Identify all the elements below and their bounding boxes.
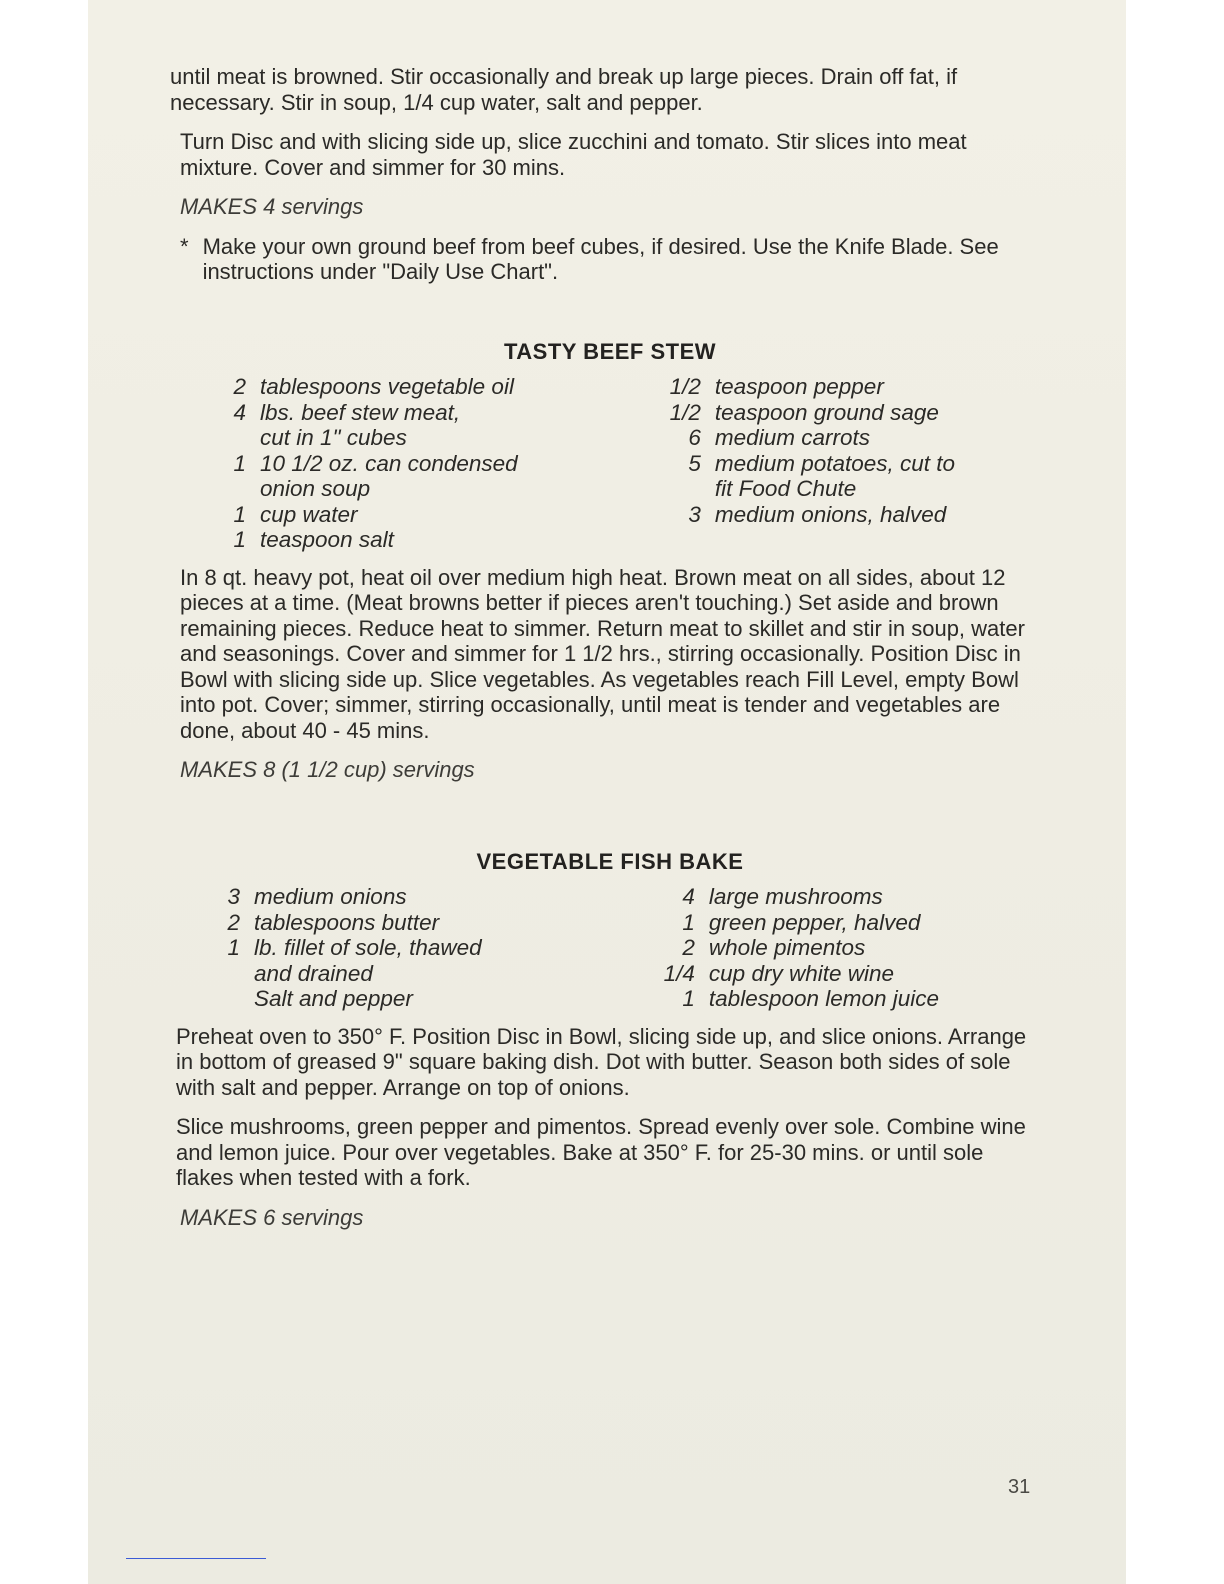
link-underline <box>126 1558 266 1559</box>
fish-bake-ingredients-left <box>176 884 645 1012</box>
ingredient-line <box>176 425 645 451</box>
ingredient-item: lb. fillet of sole, thawed <box>254 935 482 960</box>
ingredient-line <box>645 425 1044 451</box>
ingredient-item: onion soup <box>260 476 371 501</box>
page-number: 31 <box>1008 1476 1031 1498</box>
ingredient-line <box>645 400 1044 426</box>
ingredient-quantity: 1 <box>682 986 695 1011</box>
ingredient-item: medium onions <box>254 884 407 909</box>
ingredient-line <box>176 502 645 528</box>
ingredient-quantity: 1 <box>233 501 246 527</box>
ingredient-quantity: 5 <box>688 450 701 476</box>
ingredient-quantity: 4 <box>682 884 695 909</box>
ingredient-quantity: 3 <box>227 884 240 909</box>
ingredient-item: teaspoon ground sage <box>714 399 939 425</box>
ingredient-item: lbs. beef stew meat, <box>260 399 461 425</box>
fish-bake-directions-2: Slice mushrooms, green pepper and pimentos. Spread evenly over sole. Combine wine and lemon juice. Pour over vegetables. Bake at 350° F. for 25-30 mins. or until sole flakes when tested with a fork. <box>176 1114 1026 1190</box>
ingredient-quantity: 6 <box>688 425 701 450</box>
fish-bake-makes: MAKES 6 servings <box>180 1204 364 1230</box>
fish-bake-ingredients <box>176 884 1044 1012</box>
ingredient-line <box>176 476 645 502</box>
ingredient-item: whole pimentos <box>708 935 866 960</box>
ingredient-line <box>176 910 645 936</box>
beef-stew-title: TASTY BEEF STEW <box>503 338 717 364</box>
ingredient-item: and drained <box>254 960 373 986</box>
ingredient-quantity <box>176 476 260 502</box>
ingredient-item: green pepper, halved <box>708 909 921 935</box>
ingredient-quantity <box>645 476 715 502</box>
ingredient-line <box>645 451 1044 477</box>
ingredient-quantity: 1/2 <box>669 374 701 399</box>
ingredient-item: cup dry white wine <box>708 960 895 986</box>
ingredient-quantity: 1 <box>233 450 246 476</box>
ingredient-line <box>645 502 1044 528</box>
beef-stew-makes: MAKES 8 (1 1/2 cup) servings <box>180 757 475 782</box>
fish-bake-title: VEGETABLE FISH BAKE <box>476 848 744 874</box>
ingredient-item: Salt and pepper <box>254 986 413 1011</box>
ingredient-quantity: 1 <box>227 935 240 960</box>
ingredient-line <box>645 986 1044 1012</box>
ingredient-item: medium potatoes, cut to <box>714 450 956 476</box>
ingredient-item: cut in 1" cubes <box>260 425 407 450</box>
recipe-page <box>170 64 1044 1244</box>
note-asterisk: * <box>180 233 189 259</box>
ingredient-item: medium carrots <box>714 425 870 450</box>
intro-paragraph-2: Turn Disc and with slicing side up, slice zucchini and tomato. Stir slices into meat mixture. Cover and simmer for 30 mins. <box>180 129 967 180</box>
ingredient-quantity: 4 <box>233 399 246 425</box>
ingredient-item: medium onions, halved <box>714 501 947 527</box>
ingredient-line <box>645 374 1044 400</box>
ingredient-line <box>176 935 645 961</box>
ingredient-item: teaspoon salt <box>260 527 394 552</box>
ingredient-line <box>176 400 645 426</box>
ingredient-line <box>645 961 1044 987</box>
ingredient-quantity <box>176 425 260 451</box>
note-text: Make your own ground beef from beef cubes, if desired. Use the Knife Blade. See instructions under "Daily Use Chart". <box>202 233 999 284</box>
ingredient-quantity: 1/2 <box>669 399 701 425</box>
ingredient-quantity: 2 <box>227 909 240 935</box>
ingredient-quantity: 2 <box>682 935 695 960</box>
fish-bake-ingredients-right <box>645 884 1044 1012</box>
ingredient-line <box>176 451 645 477</box>
ingredient-line <box>176 884 645 910</box>
ingredient-line <box>176 527 645 553</box>
fish-bake-directions-1: Preheat oven to 350° F. Position Disc in Bowl, slicing side up, and slice onions. Arrange in bottom of greased 9" square baking dish. Dot with butter. Season both sides of sole with salt and pepper. Arrange on top of onions. <box>176 1023 1027 1100</box>
ingredient-quantity <box>176 986 254 1012</box>
ingredient-line <box>645 935 1044 961</box>
ingredient-item: tablespoon lemon juice <box>708 986 940 1011</box>
ingredient-item: 10 1/2 oz. can condensed <box>260 450 518 476</box>
intro-makes: MAKES 4 servings <box>180 194 364 219</box>
ingredient-item: tablespoons vegetable oil <box>260 374 514 399</box>
ingredient-line <box>176 986 645 1012</box>
ground-beef-note <box>176 234 1044 285</box>
ingredient-line <box>645 910 1044 936</box>
ingredient-line <box>176 374 645 400</box>
ingredient-quantity <box>176 961 254 987</box>
ingredient-quantity: 1 <box>233 527 246 552</box>
ingredient-item: fit Food Chute <box>714 476 857 501</box>
ingredient-line <box>645 884 1044 910</box>
ingredient-quantity: 2 <box>233 374 246 399</box>
beef-stew-ingredients-left <box>176 374 645 553</box>
ingredient-quantity: 1 <box>682 909 695 935</box>
ingredient-quantity: 1/4 <box>663 960 695 986</box>
ingredient-item: teaspoon pepper <box>714 374 884 399</box>
intro-paragraph-1: until meat is browned. Stir occasionally and break up large pieces. Drain off fat, if necessary. Stir in soup, 1/4 cup water, salt and pepper. <box>170 64 958 115</box>
beef-stew-ingredients-right <box>645 374 1044 553</box>
ingredient-line <box>645 476 1044 502</box>
ingredient-item: large mushrooms <box>708 884 883 909</box>
ingredient-line <box>176 961 645 987</box>
beef-stew-ingredients <box>176 374 1044 553</box>
ingredient-item: tablespoons butter <box>254 909 440 935</box>
ingredient-quantity: 3 <box>688 501 701 527</box>
beef-stew-directions: In 8 qt. heavy pot, heat oil over medium high heat. Brown meat on all sides, about 12 pieces at a time. (Meat browns better if pieces aren't touching.) Set aside and brown remaining pieces. Reduce heat to simmer. Return meat to skillet and stir in soup, water and seasonings. Cover and simmer for 1 1/2 hrs., stirring occasionally. Position Disc in Bowl with slicing side up. Slice vegetables. As vegetables reach Fill Level, empty Bowl into pot. Cover; simmer, stirring occasionally, until meat is tender and vegetables are done, about 40 - 45 mins. <box>180 564 1025 743</box>
ingredient-item: cup water <box>260 501 358 527</box>
